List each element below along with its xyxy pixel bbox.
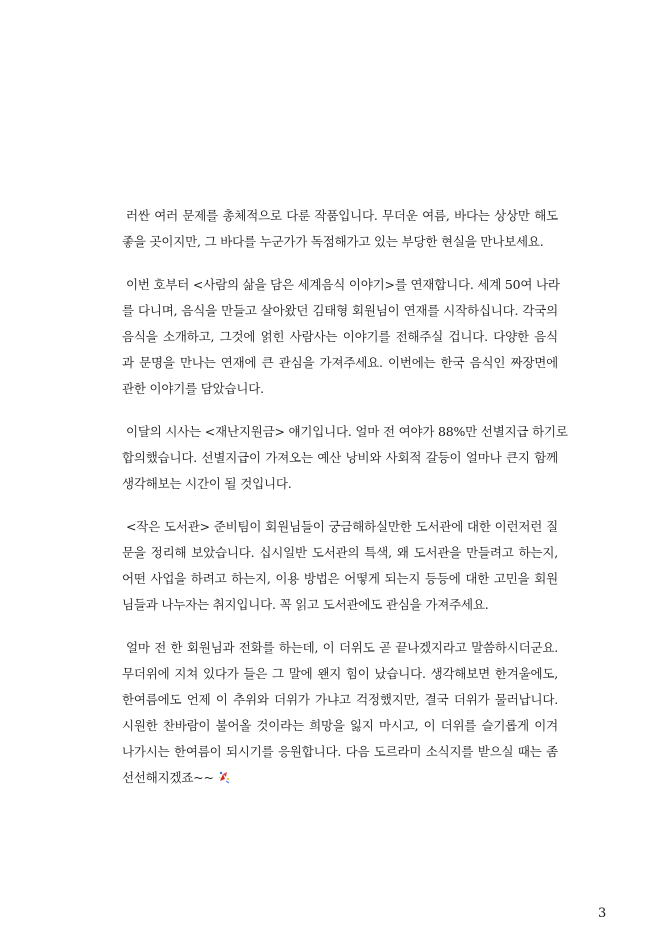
text-line-text: 선선해지겠죠~~ (122, 770, 214, 785)
text-line: 이달의 시사는 <재난지원금> 얘기입니다. 얼마 전 여야가 88%만 선별지급 하기로 (126, 424, 568, 439)
text-line: 러싼 여러 문제를 총체적으로 다룬 작품입니다. 무더운 여름, 바다는 상상만 해도 (126, 208, 558, 223)
text-line: 어떤 사업을 하려고 하는지, 이용 방법은 어떻게 되는지 등등에 대한 고민을 회원 (122, 571, 558, 586)
page-number: 3 (598, 906, 607, 921)
paragraph-2 (122, 272, 558, 402)
text-line: 생각해보는 시간이 될 것입니다. (122, 476, 292, 491)
text-line: 얼마 전 한 회원님과 전화를 하는데, 이 더위도 곧 끝나겠지라고 말씀하시더군요. (126, 640, 558, 655)
text-line: 과 문명을 만나는 연재에 큰 관심을 가져주세요. 이번에는 한국 음식인 짜장면에 (122, 355, 558, 370)
text-line: 문을 정리해 보았습니다. 십시일반 도서관의 특색, 왜 도서관을 만들려고 하는지, (122, 545, 558, 560)
text-line: 관한 이야기를 담았습니다. (122, 381, 264, 396)
text-line: 시원한 찬바람이 불어올 것이라는 희망을 잃지 마시고, 이 더위를 슬기롭게 이겨 (122, 718, 558, 733)
paragraph-1 (122, 203, 558, 255)
text-line-with-icon (122, 765, 558, 791)
text-line: 나가시는 한여름이 되시기를 응원합니다. 다음 도르라미 소식지를 받으실 때는 좀 (122, 744, 558, 759)
paragraph-3 (122, 419, 568, 497)
text-line: 합의했습니다. 선별지급이 가져오는 예산 낭비와 사회적 갈등이 얼마나 큰지 함께 (122, 450, 558, 465)
paragraph-5 (122, 635, 558, 791)
text-line: 음식을 소개하고, 그것에 얽힌 사람사는 이야기를 전해주실 겁니다. 다양한 음식 (122, 329, 558, 344)
text-line: 좋을 곳이지만, 그 바다를 누군가가 독점해가고 있는 부당한 현실을 만나보세요. (122, 234, 544, 249)
text-line: 한여름에도 언제 이 추위와 더위가 가냐고 걱정했지만, 결국 더위가 물러납니다. (122, 692, 558, 707)
sparkle-bow-emoji-icon (217, 767, 231, 781)
text-line: 이번 호부터 <사람의 삶을 담은 세계음식 이야기>를 연재합니다. 세계 50여 나라 (126, 277, 560, 292)
text-line: 님들과 나누자는 취지입니다. 꼭 읽고 도서관에도 관심을 가져주세요. (122, 597, 489, 612)
paragraph-4 (122, 514, 558, 618)
text-line: 를 다니며, 음식을 만들고 살아왔던 김태형 회원님이 연재를 시작하십니다. 각국의 (122, 303, 558, 318)
text-line: <작은 도서관> 준비팀이 회원님들이 궁금해하실만한 도서관에 대한 이런저런 질 (126, 519, 558, 534)
document-body (122, 203, 568, 808)
text-line: 무더위에 지쳐 있다가 들은 그 말에 왠지 힘이 났습니다. 생각해보면 한겨울에도, (122, 666, 558, 681)
